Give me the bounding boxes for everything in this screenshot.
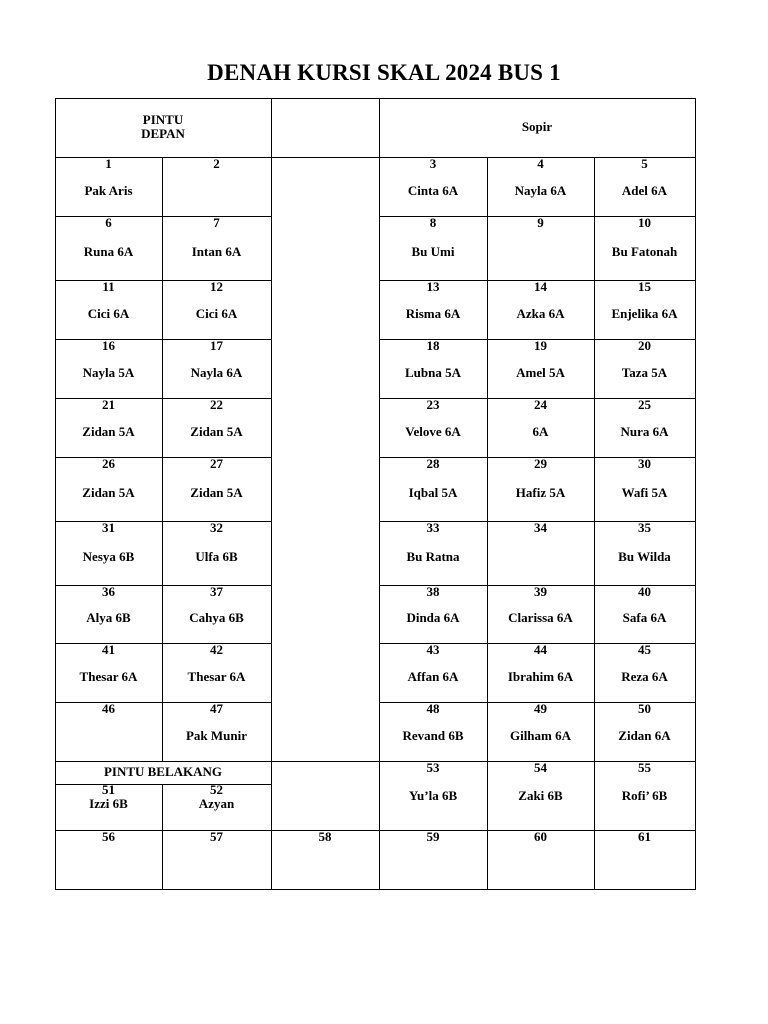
seat-name: Zidan 5A [82,485,135,500]
seat-name: Cici 6A [195,305,238,321]
front-door-label: PINTU [142,112,184,127]
seat-name: Gilham 6A [509,727,572,743]
seat-name: Intan 6A [191,244,242,259]
seat-number: 50 [638,701,651,716]
seat-number: 26 [102,456,115,471]
grid-line [379,98,380,890]
seat-name: Ibrahim 6A [507,668,574,684]
seat-name: Safa 6A [622,610,667,625]
seat-number: 38 [426,584,440,599]
grid-line [55,98,696,99]
seat-name: Iqbal 5A [408,485,458,500]
seat-name: Azyan [198,796,235,811]
seat-number: 37 [210,584,223,599]
driver-label: Sopir [521,119,553,134]
seat-number: 3 [429,156,437,171]
seat-name: Lubna 5A [405,364,461,380]
seat-name: Bu Wilda [618,549,671,564]
seat-name: Revand 6B [402,727,464,743]
seat-number: 34 [534,520,547,535]
seat-number: 22 [210,397,223,412]
seat-number: 61 [638,829,651,844]
seat-number: 27 [210,456,223,471]
seat-number: 41 [102,642,115,657]
back-door-label: PINTU BELAKANG [103,764,223,779]
seat-name: Risma 6A [405,305,461,321]
seat-number: 59 [426,829,440,844]
seat-number: 42 [210,642,223,657]
seat-number: 60 [534,829,547,844]
seat-name: Bu Ratna [406,549,460,564]
seat-name: Zaki 6B [518,788,563,803]
grid-line [487,157,488,890]
seat-name: Yu’la 6B [408,788,458,803]
seat-number: 17 [210,338,223,353]
grid-line [55,889,696,890]
seat-number: 51 [102,782,115,797]
seat-name: Thesar 6A [187,668,246,684]
seat-number: 47 [210,701,223,716]
seat-number: 10 [638,215,651,230]
seat-name: Velove 6A [405,423,461,439]
seat-number: 48 [426,701,440,716]
seat-number: 54 [534,760,547,775]
seat-name: Thesar 6A [79,668,138,684]
seat-name: Adel 6A [621,182,668,198]
seat-name: Nura 6A [620,423,669,439]
seat-number: 9 [537,215,544,230]
seat-name: Alya 6B [86,610,131,625]
seat-name: Nayla 5A [82,364,135,380]
seat-number: 45 [638,642,651,657]
seat-number: 1 [105,156,112,171]
seat-name: Pak Munir [185,727,248,743]
page-title: DENAH KURSI SKAL 2024 BUS 1 [207,60,561,85]
seat-name: Zidan 5A [190,485,243,500]
seat-number: 52 [210,782,223,797]
seat-name: Dinda 6A [406,610,460,625]
seat-name: Cinta 6A [407,182,459,198]
seat-name: Nayla 6A [514,182,567,198]
seat-name: Cahya 6B [189,610,244,625]
seat-name: Nesya 6B [82,549,135,564]
seat-number: 11 [102,279,115,294]
seat-number: 8 [429,215,437,230]
seat-number: 20 [638,338,651,353]
seat-name: Rofi’ 6B [621,788,668,803]
seat-number: 32 [210,520,223,535]
seat-name: Bu Fatonah [611,244,678,259]
seat-name: Taza 5A [621,364,668,380]
seat-number: 16 [102,338,115,353]
seat-name: Amel 5A [516,364,565,380]
seat-number: 49 [534,701,547,716]
seat-number: 2 [213,156,220,171]
front-door-label: DEPAN [141,126,185,141]
seat-number: 15 [638,279,651,294]
grid-line [271,98,272,890]
seat-number: 40 [638,584,651,599]
seat-number: 53 [426,760,440,775]
seat-name: Reza 6A [621,668,668,684]
seat-name: Clarissa 6A [508,610,573,625]
seat-name: Hafiz 5A [515,485,566,500]
seat-number: 14 [534,279,547,294]
grid-line [162,784,163,890]
seat-number: 4 [537,156,544,171]
seat-name: Runa 6A [83,244,134,259]
seat-name: Ulfa 6B [195,549,238,564]
seat-number: 33 [426,520,440,535]
seat-name: Wafi 5A [621,485,668,500]
seat-name: Izzi 6B [89,796,128,811]
seat-number: 36 [102,584,115,599]
seat-number: 24 [534,397,547,412]
grid-line [162,157,163,762]
seat-number: 29 [534,456,547,471]
seat-number: 12 [210,279,223,294]
seat-name: Bu Umi [411,244,455,259]
seat-name: Zidan 5A [190,423,243,439]
seat-name: Nayla 6A [190,364,243,380]
seat-number: 44 [534,642,547,657]
seat-number: 55 [638,760,651,775]
seat-number: 56 [102,829,115,844]
seat-number: 13 [426,279,440,294]
seat-name: 6A [532,423,549,439]
seat-name: Affan 6A [407,668,459,684]
seat-number: 58 [318,829,332,844]
seat-number: 6 [105,215,112,230]
seat-number: 57 [210,829,223,844]
seat-number: 30 [638,456,651,471]
seat-name: Azka 6A [516,305,565,321]
seat-name: Cici 6A [87,305,130,321]
seat-name: Pak Aris [84,182,133,198]
seat-number: 31 [102,520,115,535]
seat-number: 7 [213,215,220,230]
seat-number: 23 [426,397,440,412]
seat-name: Zidan 6A [618,727,671,743]
seat-name: Zidan 5A [82,423,135,439]
seat-number: 28 [426,456,440,471]
seat-number: 43 [426,642,440,657]
seat-name: Enjelika 6A [611,305,678,321]
seat-number: 5 [641,156,648,171]
seat-number: 21 [102,397,115,412]
seat-number: 35 [638,520,651,535]
seat-number: 18 [426,338,440,353]
seat-number: 39 [534,584,547,599]
seat-number: 46 [102,701,115,716]
seat-number: 19 [534,338,547,353]
seat-number: 25 [638,397,651,412]
